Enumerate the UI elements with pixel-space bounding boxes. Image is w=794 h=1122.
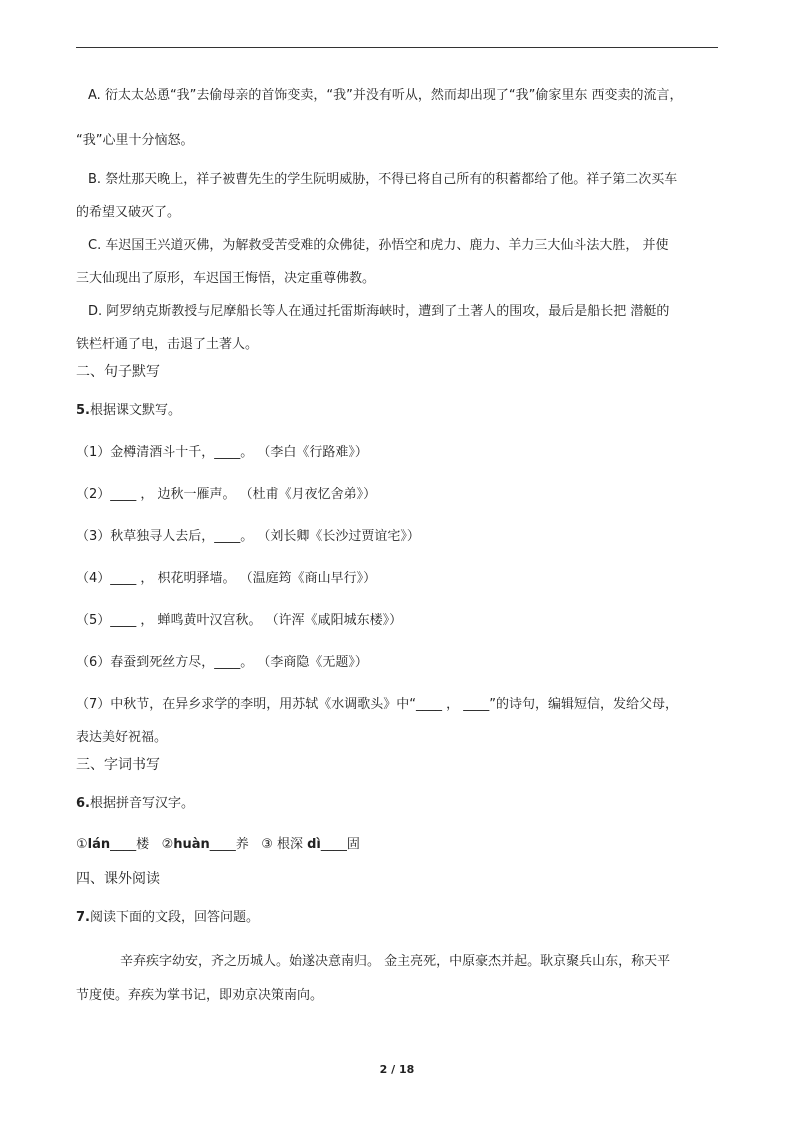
q5-item-7: （7）中秋节，在异乡求学的李明，用苏轼《水调歌头》中“____ ， ____”的诗句，编辑短信，发给父母， (76, 697, 679, 712)
option-b-line2: 的希望又破灭了。 (76, 205, 181, 220)
option-d-line2: 铁栏杆通了电，击退了土著人。 (76, 337, 259, 352)
option-c-line1 (88, 236, 669, 256)
header-rule (76, 47, 718, 48)
option-b-line1 (88, 170, 677, 190)
option-d-text: 阿罗纳克斯教授与尼摩船长等人在通过托雷斯海峡时，遭到了土著人的围攻，最后是船长把 潜艇的 (106, 304, 670, 319)
q5-item-4: （4）____ ， 枳花明驿墙。 （温庭筠《商山早行》） (76, 571, 377, 586)
q5-stem-text: 根据课文默写。 (89, 403, 181, 418)
q6-item-3-mark: ③ 根深 (261, 837, 308, 852)
q6-item-2-pinyin: huàn (173, 837, 210, 852)
q6-stem (76, 794, 194, 814)
option-b-text: 祭灶那天晚上，祥子被曹先生的学生阮明威胁，不得已将自己所有的积蓄都给了他。祥子第二次买车 (105, 172, 678, 187)
option-d-line1 (88, 302, 669, 322)
q7-stem (76, 908, 259, 928)
section-heading-3: 三、字词书写 (76, 757, 160, 773)
page-number: 2 / 18 (379, 1063, 415, 1076)
option-b-letter: B. (88, 172, 102, 187)
section-heading-2: 二、句子默写 (76, 364, 160, 380)
q5-item-2: （2）____ ， 边秋一雁声。 （杜甫《月夜忆舍弟》） (76, 487, 377, 502)
q5-item-3: （3）秋草独寻人去后，____。 （刘长卿《长沙过贾谊宅》） (76, 529, 420, 544)
option-c-text: 车迟国王兴道灭佛，为解救受苦受难的众佛徒，孙悟空和虎力、鹿力、羊力三大仙斗法大胜， 并使 (105, 238, 669, 253)
q6-pinyin-row (76, 835, 360, 855)
option-d-letter: D. (88, 304, 103, 319)
option-a-line2: “我”心里十分恼怒。 (76, 133, 194, 148)
q6-item-1-pinyin: lán (87, 837, 111, 852)
q6-stem-text: 根据拼音写汉字。 (89, 796, 194, 811)
q6-item-3-pinyin: dì (307, 837, 321, 852)
q5-number: 5. (76, 403, 90, 418)
section-heading-4: 四、课外阅读 (76, 871, 160, 887)
option-a-text: 衍太太怂恿“我”去偷母亲的首饰变卖，“我”并没有听从，然而却出现了“我”偷家里东 西变卖的流言， (104, 88, 683, 103)
q6-number: 6. (76, 796, 90, 811)
q6-item-1-mark: ① (76, 837, 88, 852)
option-c-letter: C. (88, 238, 102, 253)
q5-item-7-line2: 表达美好祝福。 (76, 730, 168, 745)
q7-stem-text: 阅读下面的文段，回答问题。 (89, 910, 259, 925)
q5-item-6: （6）春蚕到死丝方尽，____。 （李商隐《无题》） (76, 655, 368, 670)
option-a-letter: A. (88, 88, 101, 103)
option-a-line1 (88, 86, 682, 106)
q7-number: 7. (76, 910, 90, 925)
q6-item-1-blank: ____楼 (110, 837, 150, 852)
q5-item-1: （1）金樽清酒斗十千，____。 （李白《行路难》） (76, 445, 368, 460)
q6-item-2-mark: ② (161, 837, 174, 852)
q6-item-2-blank: ____养 (209, 837, 249, 852)
option-c-line2: 三大仙现出了原形，车迟国王悔悟，决定重尊佛教。 (76, 271, 376, 286)
q5-item-5: （5）____ ， 蝉鸣黄叶汉宫秋。 （许浑《咸阳城东楼》） (76, 613, 403, 628)
q7-passage-line1: 辛弃疾字幼安，齐之历城人。始遂决意南归。 金主亮死，中原豪杰并起。耿京聚兵山东，称天平 (120, 954, 671, 969)
q7-passage-line2: 节度使。弃疾为掌书记，即劝京决策南向。 (76, 988, 324, 1003)
q6-item-3-blank: ____固 (320, 837, 360, 852)
q5-stem (76, 401, 181, 421)
